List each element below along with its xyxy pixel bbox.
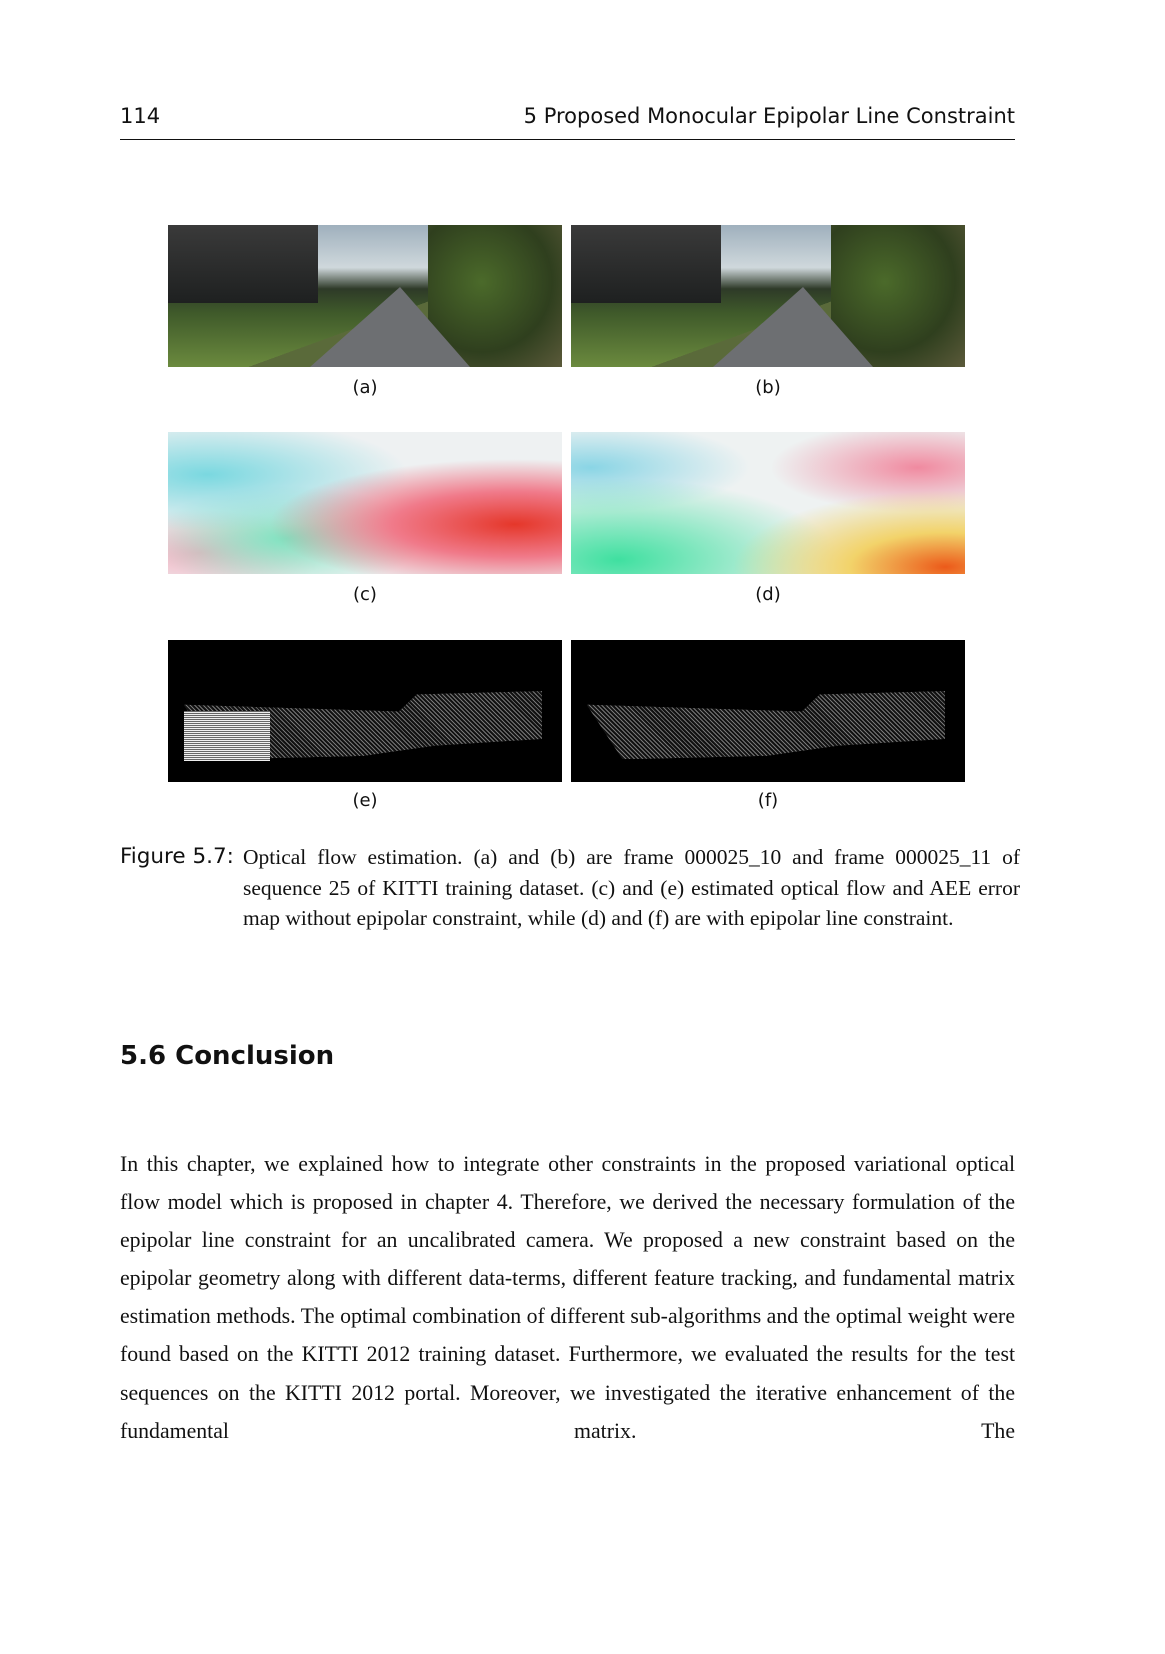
- caption-text: Optical flow estimation. (a) and (b) are frame 000025_10 and frame 000025_11 of sequence 25 of KITTI training dataset. (c) and (e) estimated optical flow and AEE error map without epipolar constraint, while (d) and (f) are with epipolar line constraint.: [243, 845, 1020, 931]
- figure-panel-c-image: [168, 432, 562, 574]
- figure-panel-e-image: [168, 640, 562, 782]
- running-header: 5 Proposed Monocular Epipolar Line Constraint: [523, 104, 1015, 128]
- figure-panel-d-image: [571, 432, 965, 574]
- figure-panel-a-image: [168, 225, 562, 367]
- figure-panel-b-image: [571, 225, 965, 367]
- panel-label-a: (a): [352, 377, 378, 398]
- body-paragraph: In this chapter, we explained how to integrate other constraints in the proposed variational optical flow model which is proposed in chapter 4. Therefore, we derived the necessary formulation of the epipolar line constraint for an uncalibrated camera. We proposed a new constraint based on the epipolar geometry along with different data-terms, different feature tracking, and fundamental matrix estimation methods. The optimal combination of different sub-algorithms and the optimal weight were found based on the KITTI 2012 training dataset. Furthermore, we evaluated the results for the test sequences on the KITTI 2012 portal. Moreover, we investigated the iterative enhancement of the fundamental matrix. The: [120, 1152, 1015, 1443]
- panel-label-d: (d): [755, 584, 781, 605]
- panel-label-b: (b): [755, 377, 781, 398]
- page-number: 114: [120, 104, 161, 128]
- panel-label-f: (f): [757, 790, 779, 811]
- section-heading: 5.6 Conclusion: [120, 1041, 335, 1071]
- panel-label-e: (e): [352, 790, 378, 811]
- header-rule: [120, 139, 1015, 140]
- figure-panel-f-image: [571, 640, 965, 782]
- caption-label: Figure 5.7:: [120, 844, 234, 869]
- panel-label-c: (c): [353, 584, 377, 605]
